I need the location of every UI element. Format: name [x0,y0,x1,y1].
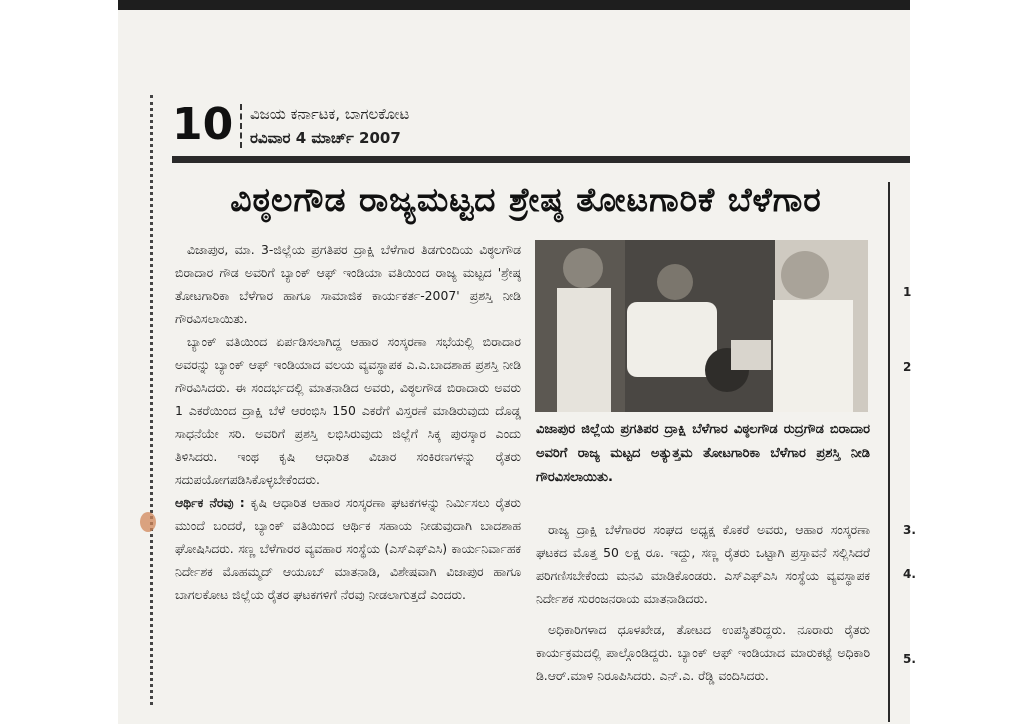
header-rule [172,156,910,163]
subhead-paragraph [175,491,521,606]
paragraph: ಅಧಿಕಾರಿಗಳಾದ ಧೂಳಖೇಡ, ತೋಟದ ಉಪಸ್ಥಿತರಿದ್ದರು. ನೂರಾರು ರೈತರು ಕಾರ್ಯಕ್ರಮದಲ್ಲಿ ಪಾಲ್ಗೊಂಡಿದ್ದರು. ಬ್ಯಾಂಕ್ ಆಫ್ ಇಂಡಿಯಾದ ಮಾರುಕಟ್ಟೆ ಅಧಿಕಾರಿ ಡಿ.ಆರ್.ಮಾಳಿ ನಿರೂಪಿಸಿದರು. ಎನ್.ಎ. ರೆಡ್ಡಿ ವಂದಿಸಿದರು. [536,622,870,683]
page-number: 10 [172,99,234,150]
publication-name: ವಿಜಯ ಕರ್ನಾಟಕ, ಬಾಗಲಕೋಟ [250,105,410,123]
award-photo [535,240,868,412]
header-separator [240,104,242,148]
paper-stain [140,512,156,532]
column-divider [888,182,890,722]
paragraph: ಬ್ಯಾಂಕ್ ವತಿಯಿಂದ ಏರ್ಪಡಿಸಲಾಗಿದ್ದ ಆಹಾರ ಸಂಸ್ಕರಣಾ ಸಭೆಯಲ್ಲಿ ಬಿರಾದಾರ ಅವರನ್ನು ಬ್ಯಾಂಕ್ ಆಫ್ ಇಂಡಿಯಾದ ವಲಯ ವ್ಯವಸ್ಥಾಪಕ ಎ.ಎ.ಬಾದಶಾಹ ಪ್ರಶಸ್ತಿ ನೀಡಿ ಗೌರವಿಸಿದರು. ಈ ಸಂದರ್ಭದಲ್ಲಿ ಮಾತನಾಡಿದ ಅವರು, ವಿಠ್ಠಲಗೌಡ ಬಿರಾದಾರು ಅವರು 1 ಎಕರೆಯಿಂದ ದ್ರಾಕ್ಷಿ ಬೆಳೆ ಆರಂಭಿಸಿ 150 ಎಕರೆಗೆ ವಿಸ್ತರಣೆ ಮಾಡಿರುವುದು ದೊಡ್ಡ ಸಾಧನೆಯೇ ಸರಿ. ಅವರಿಗೆ ಪ್ರಶಸ್ತಿ ಲಭಿಸಿರುವುದು ಜಿಲ್ಲೆಗೆ ಸಿಕ್ಕ ಪುರಸ್ಕಾರ ಎಂದು ತಿಳಿಸಿದರು. ಇಂಥ ಕೃಷಿ ಆಧಾರಿತ ವಿಚಾರ ಸಂಕಿರಣಗಳನ್ನು ರೈತರು ಸದುಪಯೋಗಪಡಿಸಿಕೊಳ್ಳಬೇಕೆಂದರು. [175,334,521,487]
margin-number: 1 [903,285,912,299]
margin-number: 5. [903,652,916,666]
paragraph: ವಿಜಾಪುರ, ಮಾ. 3-ಜಿಲ್ಲೆಯ ಪ್ರಗತಿಪರ ದ್ರಾಕ್ಷಿ ಬೆಳೆಗಾರ ತಿಡಗುಂದಿಯ ವಿಠ್ಠಲಗೌಡ ಬಿರಾದಾರ ಗೌಡ ಅವರಿಗೆ ಬ್ಯಾಂಕ್ ಆಫ್ ಇಂಡಿಯಾ ವತಿಯಿಂದ ರಾಜ್ಯ ಮಟ್ಟದ 'ಶ್ರೇಷ್ಠ ತೋಟಗಾರಿಕಾ ಬೆಳೆಗಾರ ಹಾಗೂ ಸಾಮಾಜಿಕ ಕಾರ್ಯಕರ್ತ-2007' ಪ್ರಶಸ್ತಿ ನೀಡಿ ಗೌರವಿಸಲಾಯಿತು. [175,242,521,326]
right-column [536,518,870,687]
article-headline: ವಿಠ್ಠಲಗೌಡ ರಾಜ್ಯಮಟ್ಟದ ಶ್ರೇಷ್ಠ ತೋಟಗಾರಿಕೆ ಬೆಳೆಗಾರ [230,180,822,219]
subhead-text: ಕೃಷಿ ಆಧಾರಿತ ಆಹಾರ ಸಂಸ್ಕರಣಾ ಘಟಕಗಳನ್ನು ನಿರ್ಮಿಸಲು ರೈತರು ಮುಂದೆ ಬಂದರೆ, ಬ್ಯಾಂಕ್ ವತಿಯಿಂದ ಆರ್ಥಿಕ ಸಹಾಯ ನೀಡುವುದಾಗಿ ಬಾದಶಾಹ ಘೋಷಿಸಿದರು. ಸಣ್ಣ ಬೆಳೆಗಾರರ ವ್ಯವಹಾರ ಸಂಸ್ಥೆಯ (ಎಸ್‌ಎಫ್‌ಎಸಿ) ಕಾರ್ಯನಿರ್ವಾಹಕ ನಿರ್ದೇಶಕ ಮೊಹಮ್ಮದ್ ಆಯೂಬ್ ಮಾತನಾಡಿ, ವಿಶೇಷವಾಗಿ ವಿಜಾಪುರ ಹಾಗೂ ಬಾಗಲಕೋಟ ಜಿಲ್ಲೆಯ ರೈತರ ಘಟಕಗಳಿಗೆ ನೆರವು ನೀಡಲಾಗುತ್ತದೆ ಎಂದರು. [175,495,521,602]
margin-number: 2 [903,360,912,374]
left-column [175,238,521,606]
margin-number: 3. [903,523,916,537]
subhead: ಆರ್ಥಿಕ ನೆರವು : [175,495,245,510]
publication-date: ರವಿವಾರ 4 ಮಾರ್ಚ್ 2007 [250,129,401,147]
paragraph: ರಾಜ್ಯ ದ್ರಾಕ್ಷಿ ಬೆಳೆಗಾರರ ಸಂಘದ ಅಧ್ಯಕ್ಷ ಕೊಕರೆ ಅವರು, ಆಹಾರ ಸಂಸ್ಕರಣಾ ಘಟಕದ ಮೊತ್ತ 50 ಲಕ್ಷ ರೂ. ಇದ್ದು, ಸಣ್ಣ ರೈತರು ಒಟ್ಟಾಗಿ ಪ್ರಸ್ತಾವನೆ ಸಲ್ಲಿಸಿದರೆ ಪರಿಗಣಿಸಬೇಕೆಂದು ಮನವಿ ಮಾಡಿಕೊಂಡರು. ಎಸ್‌ಎಫ್‌ಎಸಿ ಸಂಸ್ಥೆಯ ವ್ಯವಸ್ಥಾಪಕ ನಿರ್ದೇಶಕ ಸುರಂಜನರಾಯ ಮಾತನಾಡಿದರು. [536,522,870,606]
photo-caption: ವಿಜಾಪುರ ಜಿಲ್ಲೆಯ ಪ್ರಗತಿಪರ ದ್ರಾಕ್ಷಿ ಬೆಳೆಗಾರ ವಿಠ್ಠಲಗೌಡ ರುದ್ರಗೌಡ ಬಿರಾದಾರ ಅವರಿಗೆ ರಾಜ್ಯ ಮಟ್ಟದ ಅತ್ಯುತ್ತಮ ತೋಟಗಾರಿಕಾ ಬೆಳೆಗಾರ ಪ್ರಶಸ್ತಿ ನೀಡಿ ಗೌರವಿಸಲಾಯಿತು. [536,422,870,485]
scan-edge [118,0,910,10]
margin-number: 4. [903,567,916,581]
perforation-edge [150,95,157,705]
